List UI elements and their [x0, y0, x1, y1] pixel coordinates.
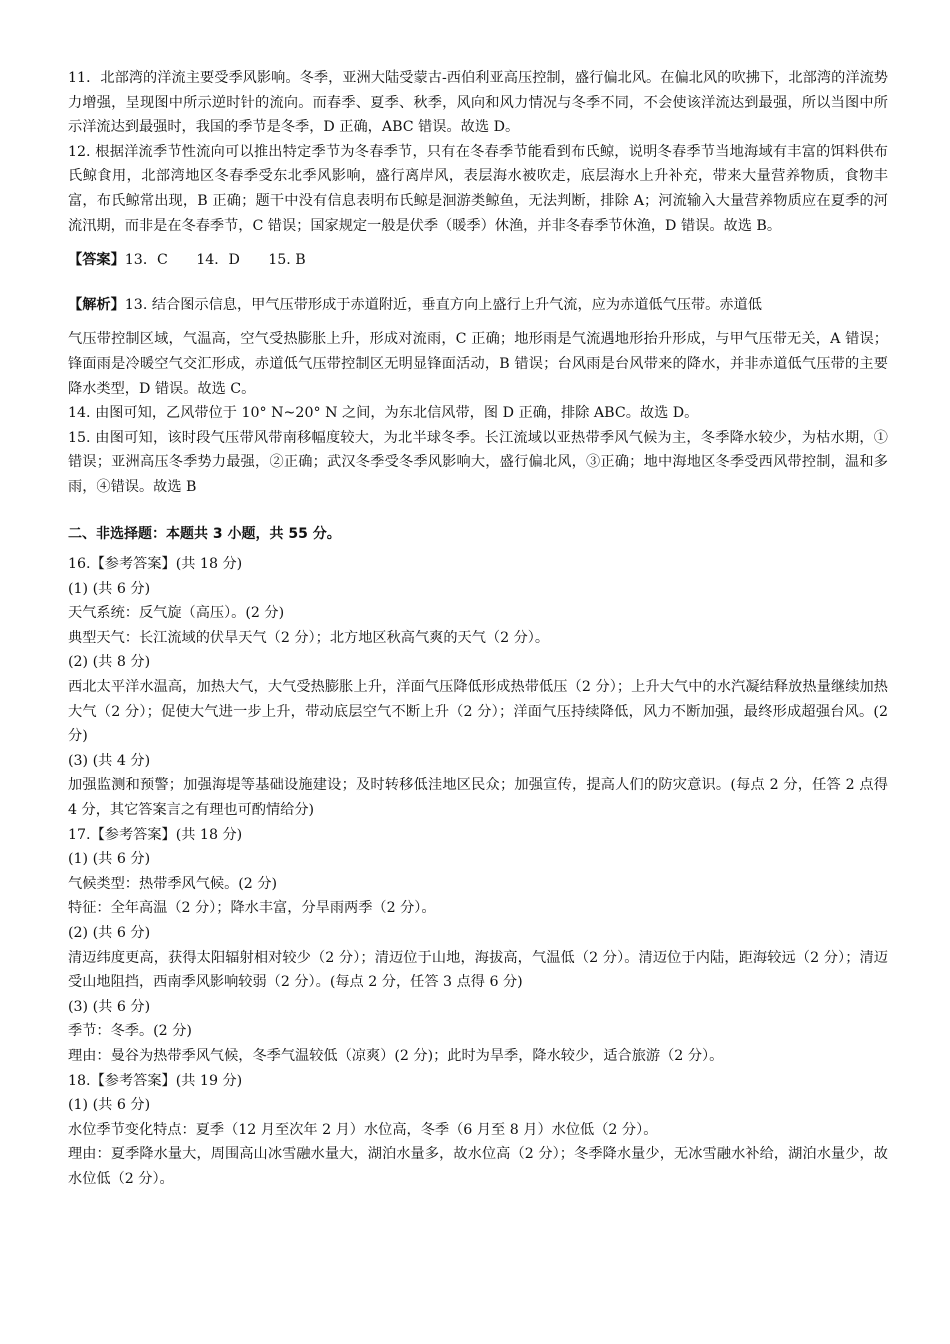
- q16-part3-answer: 加强监测和预警；加强海堤等基础设施建设；及时转移低洼地区民众；加强宣传，提高人们的防灾意识。(每点 2 分，任答 2 点得 4 分，其它答案言之有理也可酌情给分): [68, 777, 888, 819]
- q12-explanation: 12. 根据洋流季节性流向可以推出特定季节为冬春季节，只有在冬春季节能看到布氏鲸，说明冬春季节当地海域有丰富的饵料供布氏鲸食用，北部湾地区冬春季受东北季风影响，盛行离岸风，表层海水被吹走，底层海水上升补充，带来大量营养物质，食物丰富，布氏鲸常出现，B 正确；题干中没有信息表明布氏鲸是洄游类鲸鱼，无法判断，排除 A；河流输入大量营养物质应在夏季的河流汛期，而非是在冬春季节，C 错误；国家规定一般是伏季（暖季）休渔，并非冬春季节休渔，D 错误。故选 B。: [68, 143, 888, 234]
- analysis-first-line: [68, 293, 888, 318]
- q14-explanation: 14. 由图可知，乙风带位于 10° N~20° N 之间，为东北信风带，图 D 正确，排除 ABC。故选 D。: [68, 405, 699, 422]
- q17-part3-season: 季节：冬季。(2 分): [68, 1023, 192, 1040]
- q16-part2-header: (2) (共 8 分): [68, 654, 151, 671]
- section-2-title: 二、非选择题：本题共 3 小题，共 55 分。: [68, 525, 341, 542]
- q17-part2-header: (2) (共 6 分): [68, 925, 151, 941]
- q16-part1-weather-system: 天气系统：反气旋（高压）。(2 分): [68, 605, 285, 622]
- q13-explanation-start: 13. 结合图示信息，甲气压带形成于赤道附近，垂直方向上盛行上升气流，应为赤道低气压带。赤道低: [124, 296, 762, 313]
- q18-part1-reason: 理由：夏季降水量大，周围高山冰雪融水量大，湖泊水量多，故水位高（2 分）；冬季降水量少，无冰雪融水补给，湖泊水量少，故水位低（2 分）。: [68, 1146, 888, 1187]
- q16-part2-answer: 西北太平洋水温高，加热大气，大气受热膨胀上升，洋面气压降低形成热带低压（2 分）；上升大气中的水汽凝结释放热量继续加热大气（2 分）；促使大气进一步上升，带动底层空气不断上升（2 分）；洋面气压持续降低，风力不断加强，最终形成超强台风。(2 分): [68, 679, 888, 745]
- q17-part3-header: (3) (共 6 分): [68, 998, 151, 1015]
- q17-header: 17.【参考答案】(共 18 分): [68, 826, 243, 843]
- q17-part1-features: 特征：全年高温（2 分）；降水丰富，分旱雨两季（2 分）。: [68, 900, 436, 917]
- answer-line: [68, 248, 888, 273]
- answer-label: 【答案】: [68, 252, 125, 269]
- q18-part1-feature: 水位季节变化特点：夏季（12 月至次年 2 月）水位高，冬季（6 月至 8 月）水位低（2 分）。: [68, 1121, 658, 1138]
- q16-header: 16.【参考答案】(共 18 分): [68, 556, 243, 573]
- q18-header: 18.【参考答案】(共 19 分): [68, 1072, 243, 1089]
- answer-document: [68, 66, 888, 1192]
- q15-explanation: 15. 由图可知，该时段气压带风带南移幅度较大，为北半球冬季。长江流域以亚热带季风气候为主，冬季降水较少，为枯水期，①错误；亚洲高压冬季势力最强，②正确；武汉冬季受冬季风影响大，盛行偏北风，③正确；地中海地区冬季受西风带控制，温和多雨，④错误。故选 B: [68, 429, 888, 495]
- analysis-label: 【解析】: [68, 296, 125, 313]
- q17-part2-answer: 清迈纬度更高，获得太阳辐射相对较少（2 分）；清迈位于山地，海拔高，气温低（2 分）。清迈位于内陆，距海较远（2 分）；清迈受山地阻挡，西南季风影响较弱（2 分）。(每点 2 分，任答 3 点得 6 分): [68, 949, 888, 991]
- q17-part3-reason: 理由：曼谷为热带季风气候，冬季气温较低（凉爽）(2 分)；此时为旱季，降水较少，适合旅游（2 分）。: [68, 1047, 724, 1064]
- answer-text: 13．C 14．D 15. B: [124, 252, 306, 269]
- q16-part1-header: (1) (共 6 分): [68, 580, 151, 597]
- q18-part1-header: (1) (共 6 分): [68, 1097, 151, 1114]
- q17-part1-header: (1) (共 6 分): [68, 851, 151, 868]
- q17-part1-climate-type: 气候类型：热带季风气候。(2 分): [68, 875, 278, 892]
- q16-part3-header: (3) (共 4 分): [68, 752, 151, 769]
- q16-part1-typical-weather: 典型天气：长江流域的伏旱天气（2 分）；北方地区秋高气爽的天气（2 分）。: [68, 629, 550, 646]
- q13-explanation-rest: 气压带控制区域，气温高，空气受热膨胀上升，形成对流雨，C 正确；地形雨是气流遇地形抬升形成，与甲气压带无关，A 错误；锋面雨是冷暖空气交汇形成，赤道低气压带控制区无明显锋面活动，B 错误；台风雨是台风带来的降水，并非赤道低气压带的主要降水类型，D 错误。故选 C。: [68, 331, 888, 397]
- q11-explanation: 11．北部湾的洋流主要受季风影响。冬季，亚洲大陆受蒙古-西伯利亚高压控制，盛行偏北风。在偏北风的吹拂下，北部湾的洋流势力增强，呈现图中所示逆时针的流向。而春季、夏季、秋季，风向和风力情况与冬季不同，不会使该洋流达到最强，所以当图中所示洋流达到最强时，我国的季节是冬季，D 正确，ABC 错误。故选 D。: [68, 70, 888, 136]
